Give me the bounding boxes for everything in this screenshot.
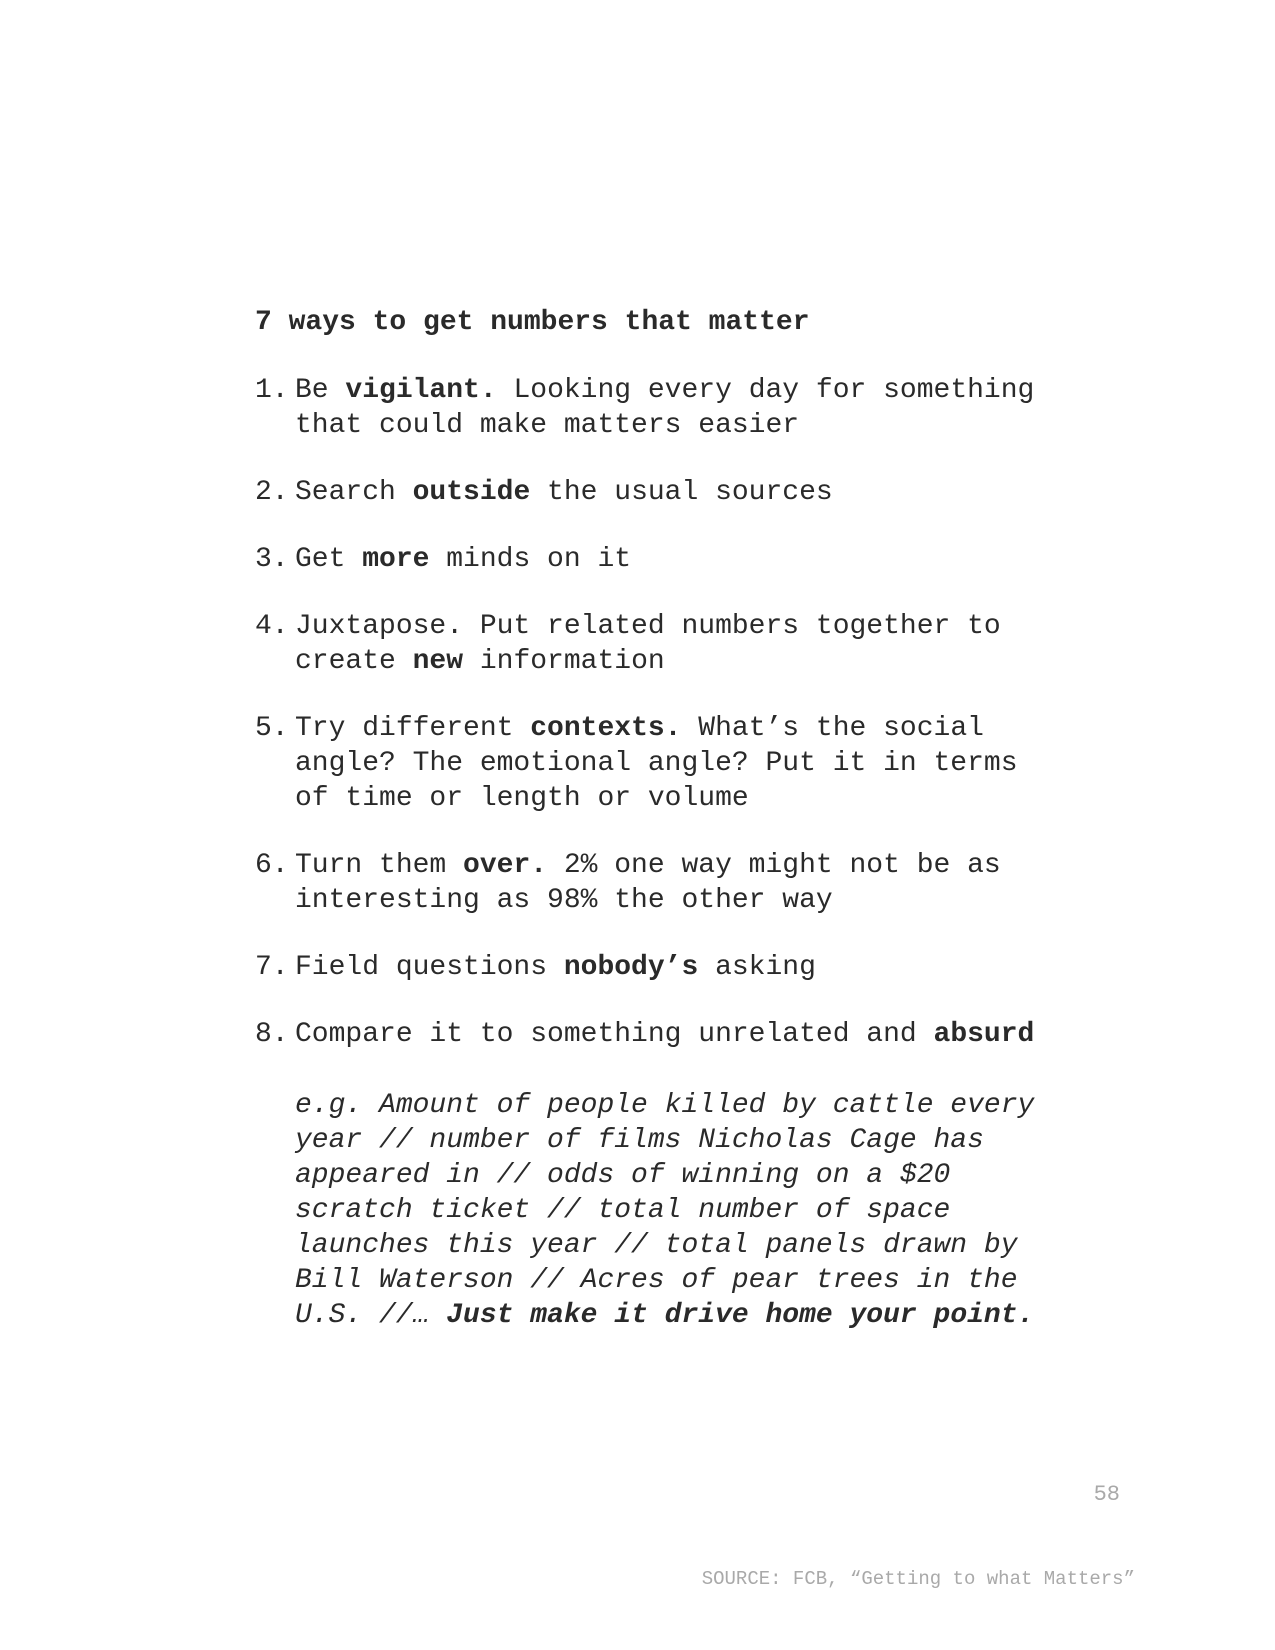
list-item bbox=[255, 848, 1075, 918]
list-item bbox=[255, 1017, 1075, 1052]
item-number: 2. bbox=[255, 477, 289, 508]
source-citation: SOURCE: FCB, “Getting to what Matters” bbox=[701, 1568, 1135, 1590]
item-text: Juxtapose. Put related numbers together to create new information bbox=[295, 611, 1001, 677]
item-text: Get more minds on it bbox=[295, 544, 632, 575]
item-number: 7. bbox=[255, 952, 289, 983]
item-number: 3. bbox=[255, 544, 289, 575]
list-item bbox=[255, 950, 1075, 985]
item-number: 6. bbox=[255, 850, 289, 881]
item-number: 8. bbox=[255, 1019, 289, 1050]
item-text: Search outside the usual sources bbox=[295, 477, 833, 508]
item-text: Turn them over. 2% one way might not be as interesting as 98% the other way bbox=[295, 850, 1001, 916]
section-heading: 7 ways to get numbers that matter bbox=[255, 307, 810, 338]
example-text: e.g. Amount of people killed by cattle every year // number of films Nicholas Cage has appeared in // odds of winning on a $20 scratch ticket // total number of space launches this year // total panels drawn by Bill Waterson // Acres of pear trees in the U.S. //… bbox=[295, 1090, 1035, 1331]
list-item bbox=[255, 711, 1075, 816]
list-item bbox=[255, 373, 1075, 443]
list-item bbox=[255, 542, 1075, 577]
page-number: 58 bbox=[1093, 1482, 1120, 1507]
item-number: 4. bbox=[255, 611, 289, 642]
list-item bbox=[255, 475, 1075, 510]
example-emphasis: Just make it drive home your point. bbox=[446, 1300, 1035, 1331]
item-number: 5. bbox=[255, 713, 289, 744]
example-paragraph bbox=[295, 1088, 1075, 1333]
list-item bbox=[255, 609, 1075, 679]
item-number: 1. bbox=[255, 375, 289, 406]
item-text: Field questions nobody’s asking bbox=[295, 952, 816, 983]
tips-list bbox=[255, 373, 1075, 1084]
item-text: Try different contexts. What’s the social angle? The emotional angle? Put it in terms of time or length or volume bbox=[295, 713, 1018, 814]
item-text: Compare it to something unrelated and absurd bbox=[295, 1019, 1035, 1050]
item-text: Be vigilant. Looking every day for something that could make matters easier bbox=[295, 375, 1035, 441]
